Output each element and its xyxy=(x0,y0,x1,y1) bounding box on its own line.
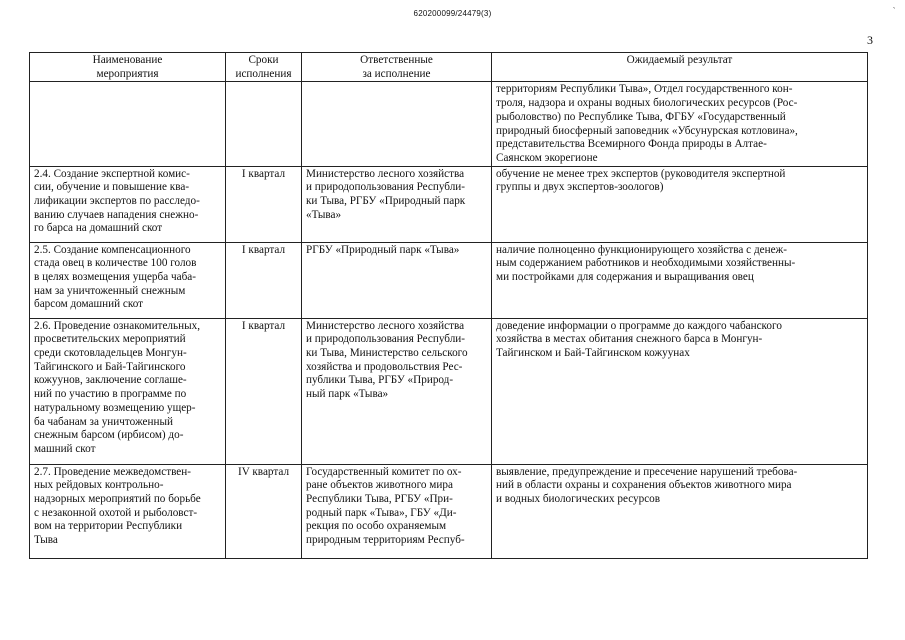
cell-deadline: I квартал xyxy=(226,242,302,318)
cell-expected-result: наличие полноценно функционирующего хозяйства с денеж- ным содержанием работников и необходимыми хозяйственны- ми постройками для содержания и выращивания овец xyxy=(492,242,868,318)
cell-activity-name: 2.6. Проведение ознакомительных, просветительских мероприятий среди скотовладельцев Монгун- Тайгинского и Бай-Тайгинского кожуунов, заключение соглаше- ний по участию в программе по натуральному возмещению ущер- ба чабанам за уничтоженный снежным барсом (ирбисом) до- машний скот xyxy=(30,318,226,464)
table-row xyxy=(30,464,868,558)
table-header-row xyxy=(30,53,868,82)
table-row xyxy=(30,242,868,318)
corner-mark: ‵ xyxy=(892,6,895,16)
cell-deadline xyxy=(226,82,302,166)
cell-responsible: Государственный комитет по ох- ране объектов животного мира Республики Тыва, РГБУ «При- родный парк «Тыва», ГБУ «Ди- рекция по особо охраняемым природным территориям Респуб- xyxy=(302,464,492,558)
table-row xyxy=(30,318,868,464)
cell-activity-name: 2.5. Создание компенсационного стада овец в количестве 100 голов в целях возмещения ущерба чаба- нам за уничтоженный снежным барсом домашний скот xyxy=(30,242,226,318)
header-deadline: Сроки исполнения xyxy=(226,53,302,82)
cell-expected-result: обучение не менее трех экспертов (руководителя экспертной группы и двух экспертов-зоологов) xyxy=(492,166,868,242)
activities-table xyxy=(29,52,868,559)
header-responsible: Ответственные за исполнение xyxy=(302,53,492,82)
header-activity-name: Наименование мероприятия xyxy=(30,53,226,82)
document-id: 620200099/24479(3) xyxy=(413,9,492,18)
cell-expected-result: выявление, предупреждение и пресечение нарушений требова- ний в области охраны и сохранения объектов животного мира и водных биологических ресурсов xyxy=(492,464,868,558)
cell-expected-result: доведение информации о программе до каждого чабанского хозяйства в местах обитания снежного барса в Монгун- Тайгинском и Бай-Тайгинском кожуунах xyxy=(492,318,868,464)
page-number: 3 xyxy=(867,33,873,47)
cell-deadline: IV квартал xyxy=(226,464,302,558)
cell-responsible xyxy=(302,82,492,166)
cell-activity-name: 2.7. Проведение межведомствен- ных рейдовых контрольно- надзорных мероприятий по борьбе с незаконной охотой и рыболовст- вом на территории Республики Тыва xyxy=(30,464,226,558)
header-expected-result: Ожидаемый результат xyxy=(492,53,868,82)
cell-responsible: Министерство лесного хозяйства и природопользования Республи- ки Тыва, РГБУ «Природный парк «Тыва» xyxy=(302,166,492,242)
cell-deadline: I квартал xyxy=(226,318,302,464)
table-row xyxy=(30,166,868,242)
table-row xyxy=(30,82,868,166)
cell-responsible: Министерство лесного хозяйства и природопользования Республи- ки Тыва, Министерство сельского хозяйства и продовольствия Рес- публики Тыва, РГБУ «Природ- ный парк «Тыва» xyxy=(302,318,492,464)
cell-activity-name xyxy=(30,82,226,166)
cell-deadline: I квартал xyxy=(226,166,302,242)
cell-expected-result: территориям Республики Тыва», Отдел государственного кон- троля, надзора и охраны водных биологических ресурсов (Рос- рыболовство) по Республике Тыва, ФГБУ «Государственный природный биосферный заповедник «Убсунурская котловина», представительства Всемирного Фонда природы в Алтае- Саянском экорегионе xyxy=(492,82,868,166)
cell-activity-name: 2.4. Создание экспертной комис- сии, обучение и повышение ква- лификации экспертов по расследо- ванию случаев нападения снежно- го барса на домашний скот xyxy=(30,166,226,242)
cell-responsible: РГБУ «Природный парк «Тыва» xyxy=(302,242,492,318)
